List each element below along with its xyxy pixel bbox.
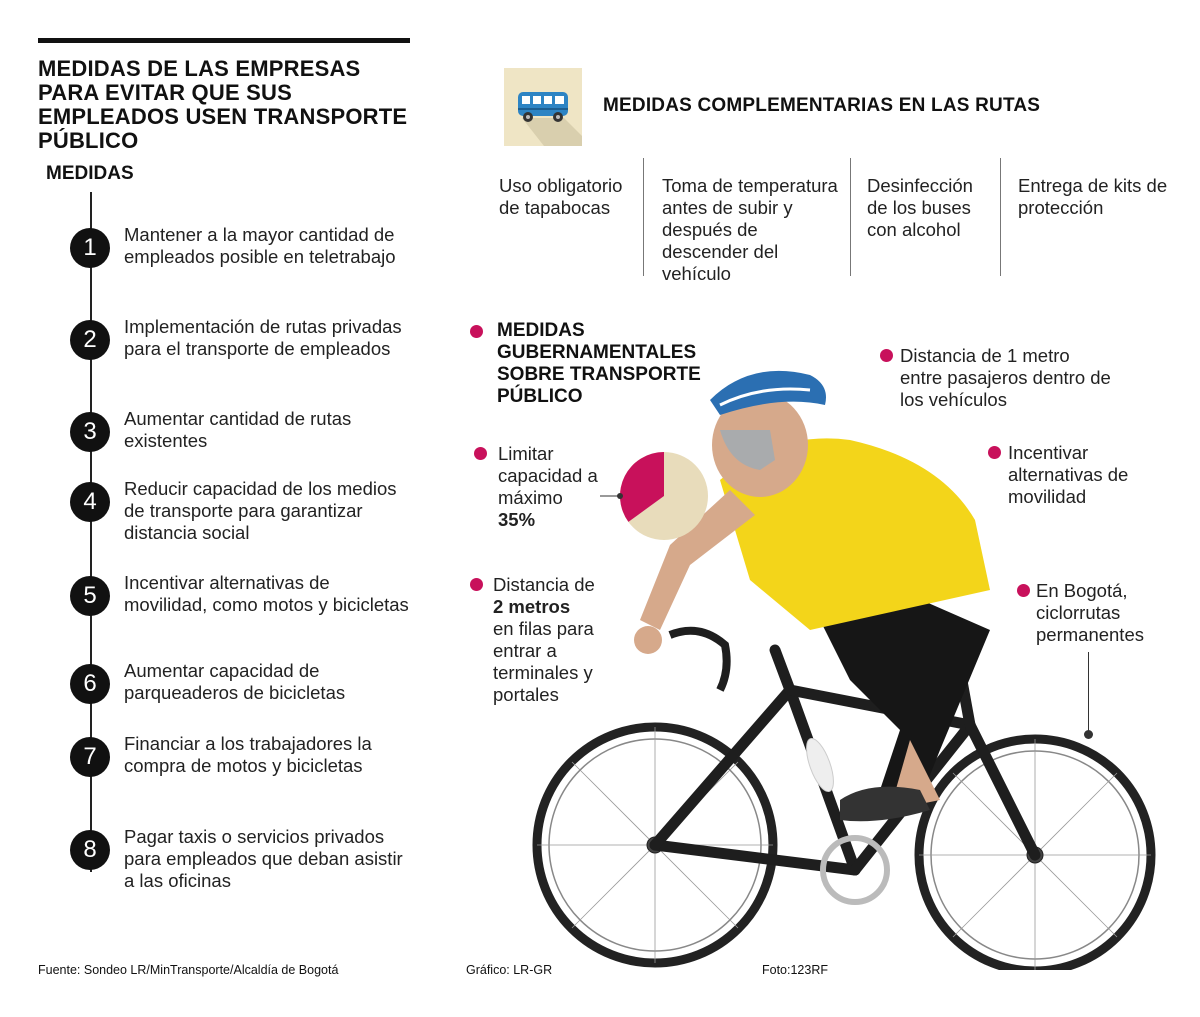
pie-leader-dot bbox=[617, 493, 623, 499]
complementary-item: Entrega de kits de protección bbox=[1018, 175, 1168, 218]
source-note: Fuente: Sondeo LR/MinTransporte/Alcaldía de Bogotá bbox=[38, 963, 339, 977]
bullet-dot bbox=[988, 446, 1001, 459]
complementary-title: MEDIDAS COMPLEMENTARIAS EN LAS RUTAS bbox=[603, 95, 1041, 116]
item-text: Implementación de rutas privadas para el transporte de empleados bbox=[124, 316, 402, 359]
bullet-dot bbox=[474, 447, 487, 460]
list-item bbox=[70, 316, 410, 400]
limit-text bbox=[498, 443, 608, 531]
limit-label: Limitar capacidad a máximo bbox=[498, 443, 598, 508]
divider bbox=[1000, 158, 1001, 276]
number-badge: 8 bbox=[70, 830, 110, 870]
number-badge: 4 bbox=[70, 482, 110, 522]
divider bbox=[643, 158, 644, 276]
item-text: Pagar taxis o servicios privados para empleados que deban asistir a las oficinas bbox=[124, 826, 403, 891]
bogota-text: En Bogotá, ciclorrutas permanentes bbox=[1036, 580, 1144, 645]
number-badge: 7 bbox=[70, 737, 110, 777]
divider bbox=[850, 158, 851, 276]
incentivar-text: Incentivar alternativas de movilidad bbox=[1008, 442, 1129, 507]
graphic-credit: Gráfico: LR-GR bbox=[466, 963, 553, 977]
item-text: Incentivar alternativas de movilidad, como motos y bicicletas bbox=[124, 572, 409, 615]
number-badge: 1 bbox=[70, 228, 110, 268]
list-item bbox=[70, 826, 410, 910]
distance2-post: en filas para entrar a terminales y portales bbox=[493, 618, 594, 705]
capacity-pie bbox=[600, 448, 712, 544]
item-text: Financiar a los trabajadores la compra de motos y bicicletas bbox=[124, 733, 372, 776]
list-item bbox=[70, 572, 410, 656]
distance1-text: Distancia de 1 metro entre pasajeros dentro de los vehículos bbox=[900, 345, 1111, 410]
water-bottle bbox=[801, 735, 839, 794]
bus-icon bbox=[504, 68, 582, 146]
complementary-item: Uso obligatorio de tapabocas bbox=[499, 175, 623, 218]
top-rule bbox=[38, 38, 410, 43]
hand bbox=[634, 626, 662, 654]
distance2-text bbox=[493, 574, 633, 706]
list-item bbox=[70, 224, 410, 308]
distance2-bold: 2 metros bbox=[493, 596, 571, 617]
number-badge: 3 bbox=[70, 412, 110, 452]
bullet-dot bbox=[880, 349, 893, 362]
number-badge: 6 bbox=[70, 664, 110, 704]
medidas-label: MEDIDAS bbox=[46, 163, 134, 184]
gov-title: MEDIDAS GUBERNAMENTALES SOBRE TRANSPORTE PÚBLICO bbox=[497, 320, 701, 407]
bogota-leader-dot bbox=[1084, 730, 1093, 739]
shoe bbox=[840, 787, 930, 822]
number-badge: 5 bbox=[70, 576, 110, 616]
bus-icon-box bbox=[504, 68, 582, 146]
item-text: Reducir capacidad de los medios de transporte para garantizar distancia social bbox=[124, 478, 397, 543]
item-text: Aumentar capacidad de parqueaderos de bicicletas bbox=[124, 660, 346, 703]
item-text: Mantener a la mayor cantidad de empleados posible en teletrabajo bbox=[124, 224, 396, 267]
left-title: MEDIDAS DE LAS EMPRESAS PARA EVITAR QUE SUS EMPLEADOS USEN TRANSPORTE PÚBLICO bbox=[38, 56, 408, 153]
bullet-dot bbox=[470, 325, 483, 338]
bullet-dot bbox=[1017, 584, 1030, 597]
bogota-leader bbox=[1088, 652, 1089, 732]
list-item bbox=[70, 478, 410, 562]
limit-value: 35% bbox=[498, 509, 536, 530]
complementary-item: Toma de temperatura antes de subir y después de descender del vehículo bbox=[662, 175, 838, 284]
number-badge: 2 bbox=[70, 320, 110, 360]
bullet-dot bbox=[470, 578, 483, 591]
list-item bbox=[70, 660, 410, 744]
item-text: Aumentar cantidad de rutas existentes bbox=[124, 408, 352, 451]
list-item bbox=[70, 733, 410, 817]
distance2-pre: Distancia de bbox=[493, 574, 595, 595]
photo-credit: Foto:123RF bbox=[762, 963, 829, 977]
handlebar bbox=[670, 631, 727, 690]
complementary-item: Desinfección de los buses con alcohol bbox=[867, 175, 973, 240]
